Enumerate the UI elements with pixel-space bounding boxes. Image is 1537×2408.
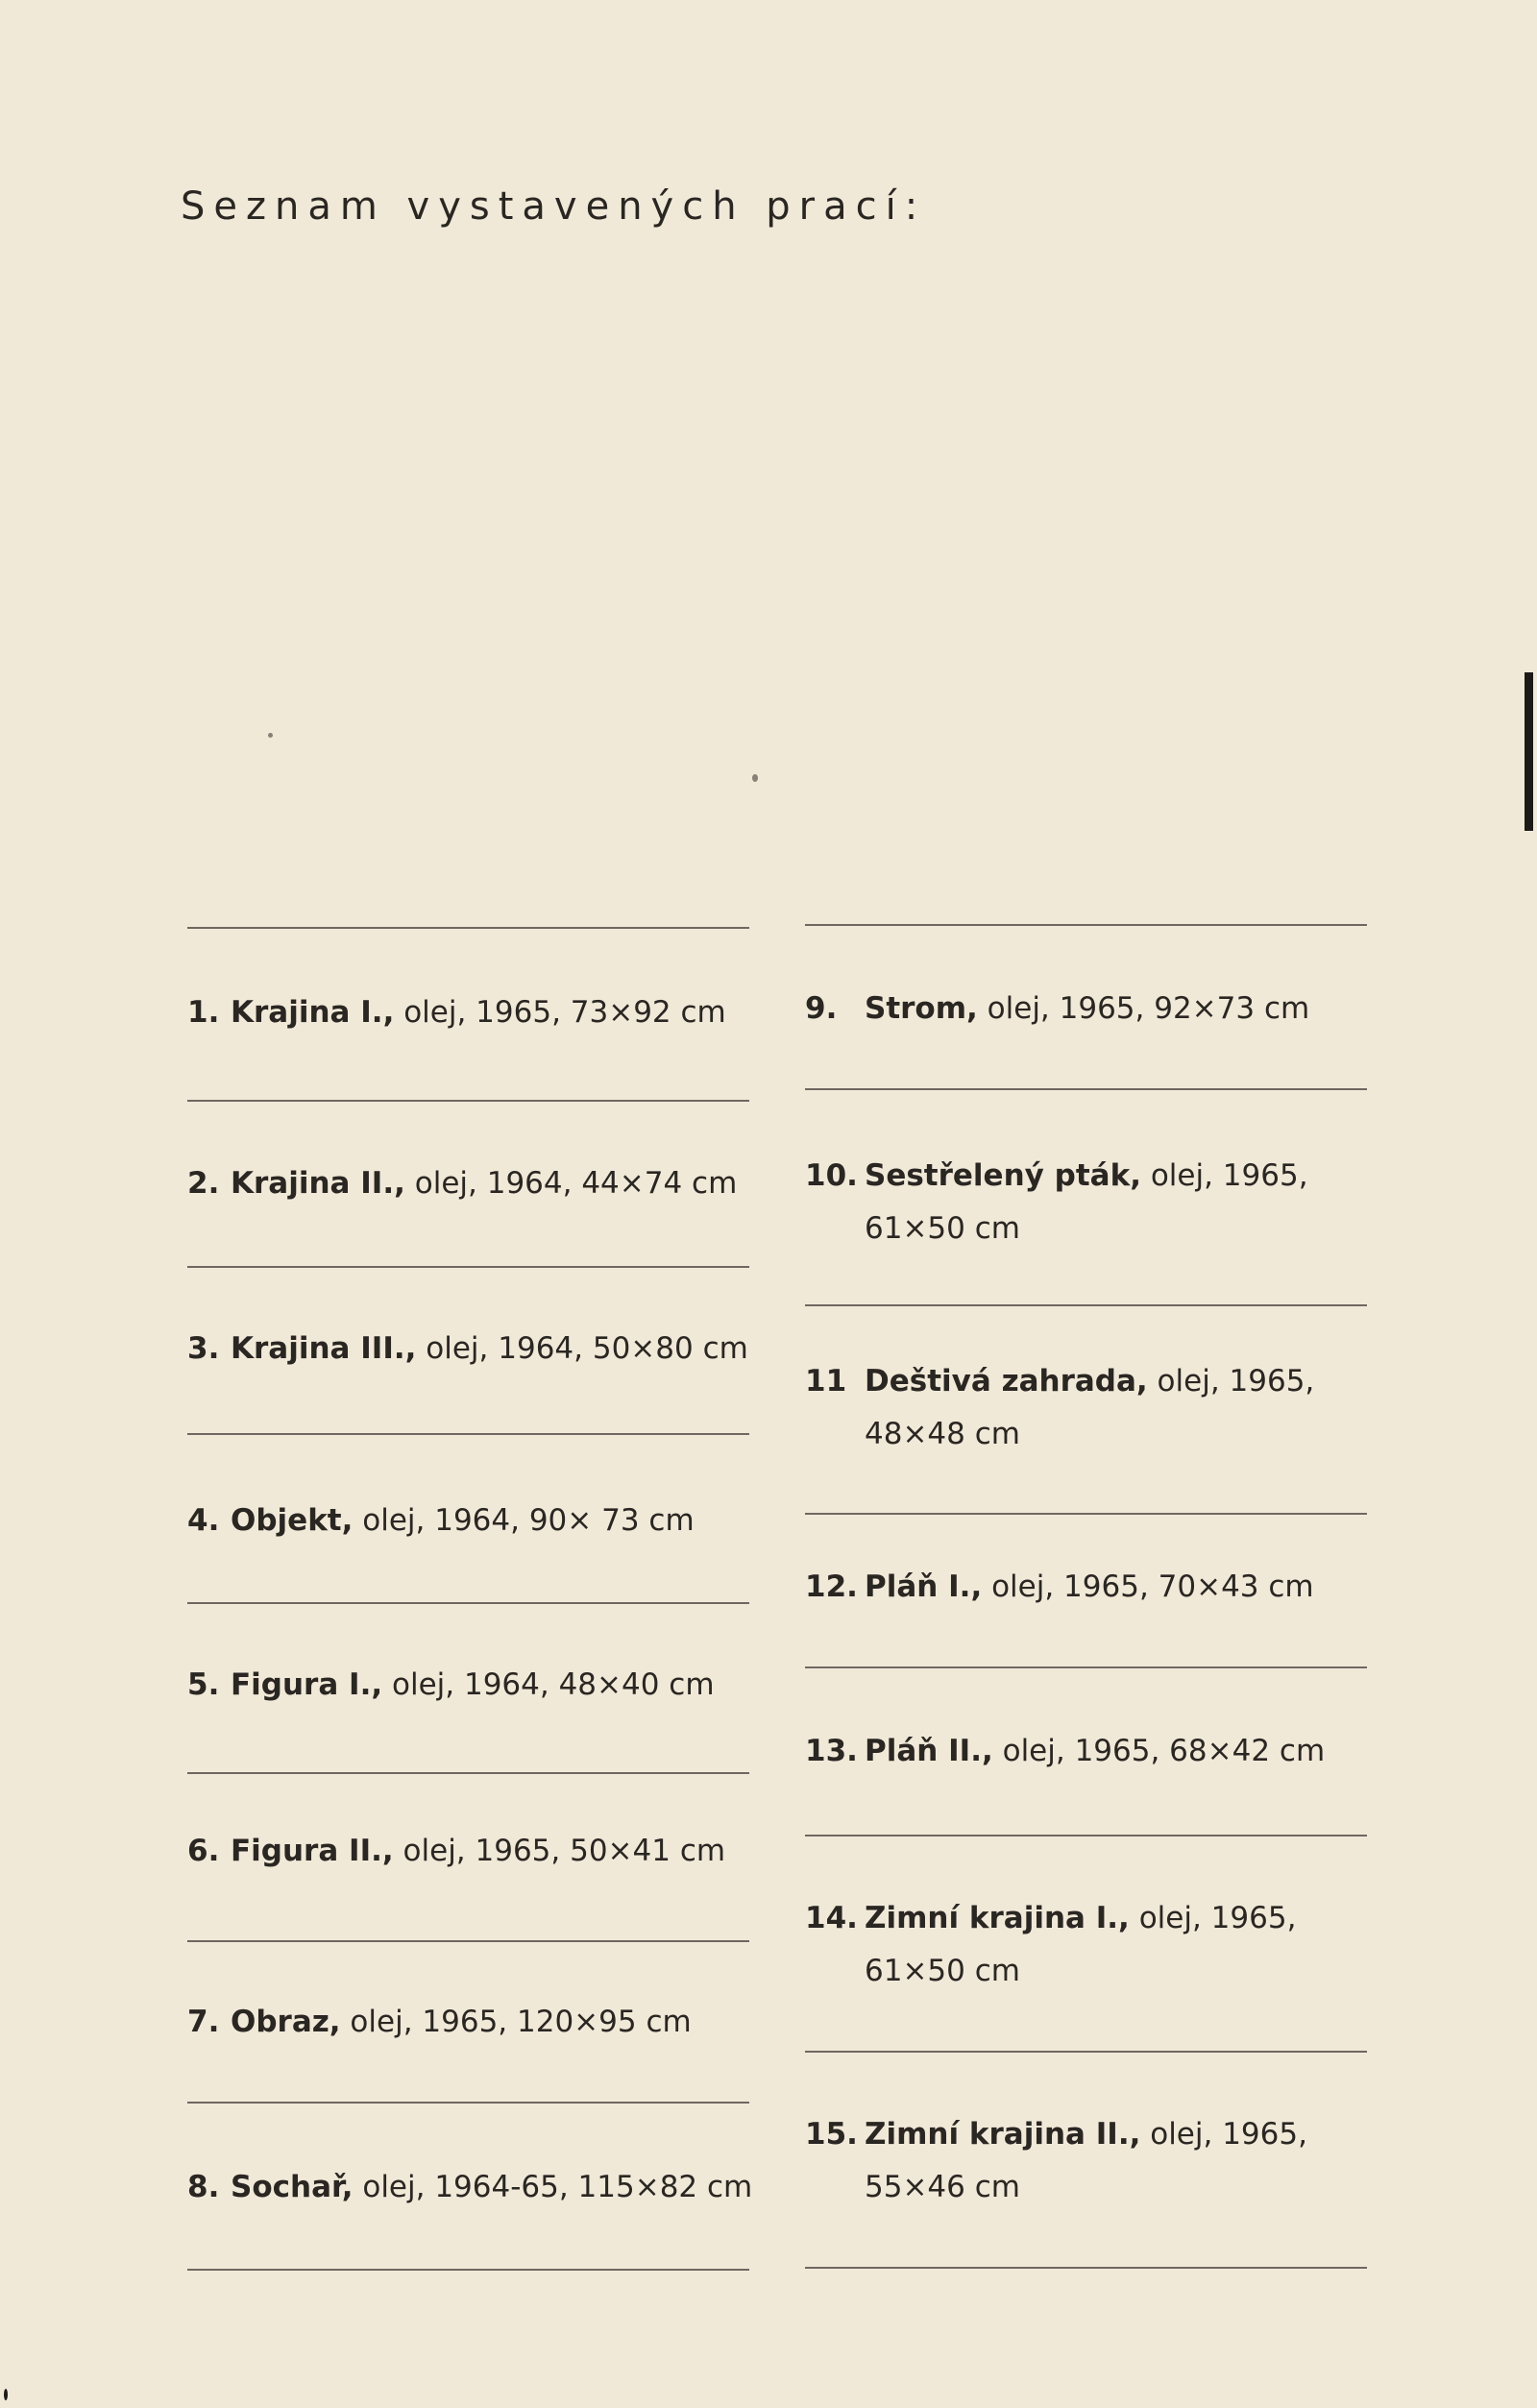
item-number: 1. bbox=[187, 995, 220, 1030]
item-number: 9. bbox=[805, 991, 838, 1026]
item-title: Sestřelený pták, bbox=[865, 1158, 1141, 1193]
item-details: olej, 1965, bbox=[1129, 1901, 1297, 1935]
divider bbox=[805, 1304, 1367, 1306]
list-item bbox=[805, 1150, 1308, 1255]
divider bbox=[187, 1940, 749, 1942]
item-title: Krajina II., bbox=[231, 1166, 405, 1201]
item-dimensions: 48×48 cm bbox=[865, 1417, 1020, 1451]
item-title: Krajina I., bbox=[231, 995, 395, 1030]
item-title: Krajina III., bbox=[231, 1331, 417, 1366]
item-details: olej, 1965, 70×43 cm bbox=[982, 1569, 1314, 1604]
item-number: 10. bbox=[805, 1158, 858, 1193]
item-details: olej, 1964, 48×40 cm bbox=[382, 1667, 715, 1702]
paper-speck bbox=[4, 2389, 8, 2400]
divider bbox=[805, 1088, 1367, 1090]
divider bbox=[187, 1100, 749, 1102]
item-number: 11 bbox=[805, 1364, 847, 1399]
item-dimensions: 61×50 cm bbox=[865, 1954, 1020, 1988]
item-title: Figura I., bbox=[231, 1667, 383, 1702]
list-item bbox=[187, 2161, 752, 2214]
divider bbox=[805, 1835, 1367, 1836]
item-details: olej, 1965, 120×95 cm bbox=[340, 2005, 692, 2039]
list-item bbox=[805, 1725, 1325, 1778]
divider bbox=[187, 2102, 749, 2104]
item-title: Sochař, bbox=[231, 2170, 354, 2204]
item-details: olej, 1965, 92×73 cm bbox=[977, 991, 1310, 1026]
item-details: olej, 1965, bbox=[1147, 1364, 1315, 1399]
divider bbox=[187, 2269, 749, 2271]
item-title: Pláň I., bbox=[865, 1569, 983, 1604]
list-item bbox=[187, 1157, 737, 1210]
item-title: Obraz, bbox=[231, 2005, 341, 2039]
list-item bbox=[187, 1495, 695, 1547]
item-number: 12. bbox=[805, 1569, 858, 1604]
paper-speck bbox=[752, 774, 758, 782]
item-number: 2. bbox=[187, 1166, 220, 1201]
scan-edge-mark bbox=[1525, 672, 1533, 831]
item-number: 15. bbox=[805, 2117, 858, 2152]
divider bbox=[187, 1266, 749, 1268]
item-details: olej, 1965, 68×42 cm bbox=[992, 1734, 1326, 1768]
item-title: Pláň II., bbox=[865, 1734, 993, 1768]
divider bbox=[187, 1602, 749, 1604]
divider bbox=[805, 2051, 1367, 2053]
divider bbox=[805, 924, 1367, 926]
item-title: Strom, bbox=[865, 991, 978, 1026]
divider bbox=[805, 1666, 1367, 1668]
item-title: Figura II., bbox=[231, 1834, 394, 1868]
item-details: olej, 1964, 50×80 cm bbox=[416, 1331, 748, 1366]
divider bbox=[805, 2267, 1367, 2269]
list-item bbox=[187, 1659, 715, 1712]
list-item bbox=[805, 2108, 1307, 2214]
item-title: Deštivá zahrada, bbox=[865, 1364, 1148, 1399]
list-item bbox=[805, 983, 1309, 1035]
list-item bbox=[187, 1996, 692, 2049]
item-number: 7. bbox=[187, 2005, 220, 2039]
item-details: olej, 1965, 50×41 cm bbox=[393, 1834, 726, 1868]
item-details: olej, 1965, bbox=[1140, 2117, 1307, 2152]
item-details: olej, 1965, bbox=[1140, 1158, 1308, 1193]
item-title: Objekt, bbox=[231, 1503, 354, 1538]
item-dimensions: 55×46 cm bbox=[865, 2170, 1020, 2204]
item-number: 14. bbox=[805, 1901, 858, 1935]
item-title: Zimní krajina I., bbox=[865, 1901, 1130, 1935]
list-item bbox=[805, 1892, 1296, 1998]
item-number: 5. bbox=[187, 1667, 220, 1702]
item-details: olej, 1964, 44×74 cm bbox=[404, 1166, 738, 1201]
list-item bbox=[187, 986, 726, 1039]
item-dimensions: 61×50 cm bbox=[865, 1211, 1020, 1246]
list-item bbox=[187, 1825, 725, 1878]
item-number: 3. bbox=[187, 1331, 220, 1366]
list-item bbox=[805, 1561, 1314, 1614]
divider bbox=[187, 927, 749, 929]
divider bbox=[805, 1513, 1367, 1515]
item-number: 13. bbox=[805, 1734, 858, 1768]
divider bbox=[187, 1772, 749, 1774]
item-number: 8. bbox=[187, 2170, 220, 2204]
item-details: olej, 1965, 73×92 cm bbox=[394, 995, 726, 1030]
paper-speck bbox=[268, 733, 273, 738]
divider bbox=[187, 1433, 749, 1435]
item-number: 6. bbox=[187, 1834, 220, 1868]
page-title: Seznam vystavených prací: bbox=[181, 183, 927, 229]
list-item bbox=[187, 1323, 748, 1375]
item-title: Zimní krajina II., bbox=[865, 2117, 1141, 2152]
item-details: olej, 1964, 90× 73 cm bbox=[353, 1503, 695, 1538]
item-number: 4. bbox=[187, 1503, 220, 1538]
item-details: olej, 1964-65, 115×82 cm bbox=[353, 2170, 753, 2204]
list-item bbox=[805, 1355, 1314, 1461]
